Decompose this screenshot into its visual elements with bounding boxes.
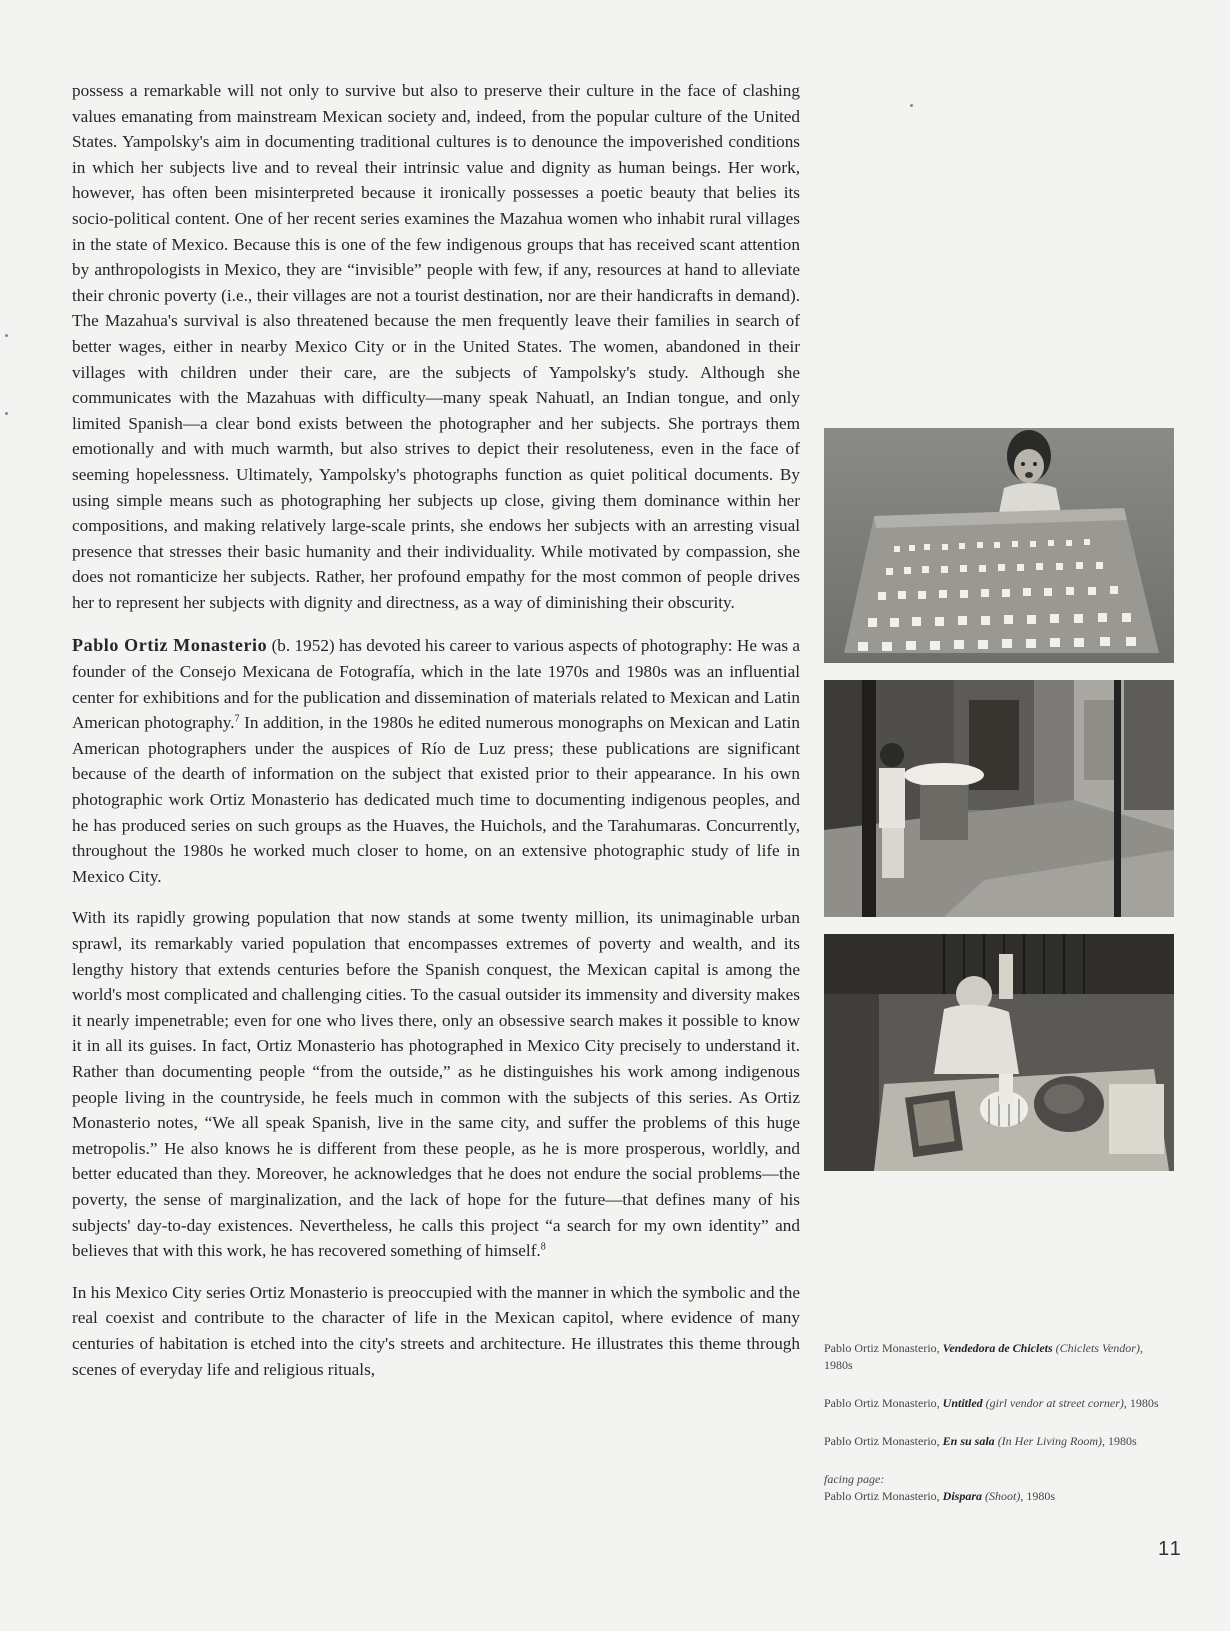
caption-date: , 1980s xyxy=(824,1341,1143,1372)
caption-date: , 1980s xyxy=(1020,1489,1055,1503)
caption-date: , 1980s xyxy=(1102,1434,1137,1448)
caption-translation: (Shoot) xyxy=(982,1489,1021,1503)
footnote-ref: 7 xyxy=(234,713,240,725)
photo-captions xyxy=(824,1340,1174,1526)
paragraph-ortiz-intro xyxy=(72,633,800,889)
footnote-ref: 8 xyxy=(540,1241,546,1253)
caption-title: Untitled xyxy=(942,1396,983,1410)
caption-translation: (In Her Living Room) xyxy=(994,1434,1103,1448)
caption-artist: Pablo Ortiz Monasterio, xyxy=(824,1489,943,1503)
paragraph-text: With its rapidly growing population that now stands at some twenty million, its unimaginable urban sprawl, its remarkably varied population that encompasses extremes of poverty and wealth, and its lengthy history that extends centuries before the Spanish conquest, the Mexican capital is among the world's most complicated and challenging cities. To the casual outsider its immensity and diversity makes it nearly impenetrable; even for one who lives there, only an obsessive search makes it possible to know it in all its guises. In fact, Ortiz Monasterio has photographed in Mexico City precisely to understand it. Rather than documenting people “from the outside,” as he distinguishes his work among indigenous people living in the countryside, he feels much in common with the subjects of this series. As Ortiz Monasterio notes, “We all speak Spanish, live in the same city, and suffer the problems of this huge metropolis.” He also knows he is different from these people, as he is more prosperous, worldly, and better educated than they. Moreover, he acknowledges that he does not endure the social problems—the poverty, the sense of marginalization, and the lack of hope for the future—that defines many of his subjects' day-to-day existences. Nevertheless, he calls this project “a search for my own identity” and believes that with this work, he has recovered something of himself. xyxy=(72,908,800,1261)
caption-artist: Pablo Ortiz Monasterio, xyxy=(824,1396,943,1410)
caption-translation: (Chiclets Vendor) xyxy=(1052,1341,1140,1355)
caption-title: Vendedora de Chiclets xyxy=(942,1341,1053,1355)
caption-title: En su sala xyxy=(942,1434,995,1448)
scan-speck xyxy=(5,412,8,415)
photo-girl-vendor-street-corner xyxy=(824,680,1174,917)
paragraph-series: In his Mexico City series Ortiz Monasterio is preoccupied with the manner in which the symbolic and the real coexist and contribute to the character of life in the Mexican capitol, where evidence of many centuries of habitation is etched into the city's streets and architecture. He illustrates this theme through scenes of everyday life and religious rituals, xyxy=(72,1282,800,1379)
body-text-column xyxy=(72,78,800,1398)
caption-title: Dispara xyxy=(942,1489,982,1503)
caption-date: , 1980s xyxy=(1123,1396,1159,1410)
paragraph-mexico-city xyxy=(72,905,800,1263)
caption-facing-label: facing page: xyxy=(824,1472,885,1486)
caption-girl-vendor xyxy=(824,1395,1174,1412)
caption-translation: (girl vendor at street corner) xyxy=(982,1396,1124,1410)
paragraph-text: In addition, in the 1980s he edited numerous monographs on Mexican and Latin American photographers under the auspices of Río de Luz press; these publications are significant because of the dearth of information on the subject that existed prior to their appearance. In his own photographic work Ortiz Monasterio has dedicated much time to documenting indigenous peoples, and he has produced series on such groups as the Huaves, the Huichols, and the Tarahumaras. Concurrently, throughout the 1980s he worked much closer to home, on an extensive photographic study of life in Mexico City. xyxy=(72,713,800,886)
caption-en-su-sala xyxy=(824,1433,1174,1450)
paragraph-text: (b. 1952) has devoted his career to various aspects of photography: He was a founder of the Consejo Mexicana de Fotografía, which in the late 1970s and 1980s was an influential center for exhibitions and for the publication and dissemination of materials related to Mexican and Latin American photography. xyxy=(72,636,800,733)
scan-speck xyxy=(5,334,8,337)
paragraph-yampolsky: possess a remarkable will not only to survive but also to preserve their culture in the face of clashing values emanating from mainstream Mexican society and, indeed, from the popular culture of the United States. Yampolsky's aim in documenting traditional cultures is to denounce the impoverished conditions in which her subjects live and to reveal their intrinsic value and dignity as human beings. Her work, however, has often been misinterpreted because it ironically possesses a poetic beauty that belies its socio-political content. One of her recent series examines the Mazahua women who inhabit rural villages in the state of Mexico. Because this is one of the few indigenous groups that has received scant attention by anthropologists in Mexico, they are “invisible” people with few, if any, resources at hand to alleviate their chronic poverty (i.e., their villages are not a tourist destination, nor are their handicrafts in demand). The Mazahua's survival is also threatened because the men frequently leave their families in search of better wages, either in nearby Mexico City or in the United States. The women, abandoned in their villages with children under their care, are the subjects of Yampolsky's study. Although she communicates with the Mazahuas with difficulty—many speak Nahuatl, an Indian tongue, and only limited Spanish—a clear bond exists between the photographer and her subjects. She portrays them emotionally and with much warmth, but also strives to depict their resoluteness, even in the face of seeming hopelessness. Ultimately, Yampolsky's photographs function as quiet political documents. By using simple means such as photographing her subjects up close, giving them dominance within her compositions, and making relatively large-scale prints, she endows her subjects with an arresting visual presence that stresses their basic humanity and their individuality. While motivated by compassion, she does not romanticize her subjects. Rather, her profound empathy for the most common of people drives her to represent her subjects with dignity and directness, as a way of diminishing their obscurity. xyxy=(72,81,800,612)
caption-artist: Pablo Ortiz Monasterio, xyxy=(824,1341,943,1355)
caption-artist: Pablo Ortiz Monasterio, xyxy=(824,1434,943,1448)
photo-chiclets-vendor xyxy=(824,428,1174,663)
scan-speck xyxy=(910,104,913,107)
caption-facing-page xyxy=(824,1471,1174,1505)
caption-chiclets-vendor xyxy=(824,1340,1174,1374)
photo-en-su-sala xyxy=(824,934,1174,1171)
page-number: 11 xyxy=(1158,1538,1183,1560)
artist-name-heading: Pablo Ortiz Monasterio xyxy=(72,635,268,656)
